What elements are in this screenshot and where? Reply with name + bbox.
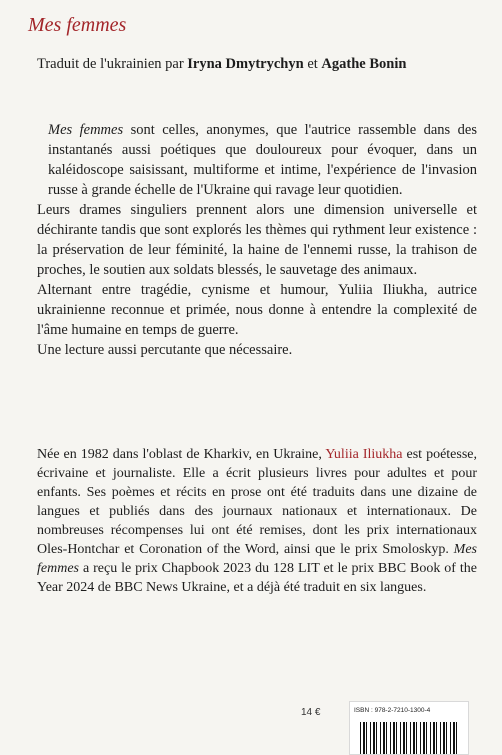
- bio-book-title: Mes femmes: [37, 542, 477, 576]
- author-bio-paragraph: [37, 445, 477, 597]
- pitch-paragraph-1-text: sont celles, anonymes, que l'autrice rassemble dans des instantanés aussi poétiques que douloureux pour évoquer, dans un kaléidoscope saisissant, multiforme et intime, l'expérience de l'invasion russe à grande échelle de l'Ukraine qui ravage leur quotidien.: [48, 122, 477, 198]
- bio-mid: est poétesse, écrivaine et journaliste. Elle a écrit plusieurs livres pour adultes et pour enfants. Ses poèmes et récits en prose ont été traduits dans une dizaine de langues et publiés dans des journaux nationaux et internationaux. De nombreuses récompenses lui ont été remises, dont les prix internationaux Oles-Hontchar et Coronation of the Word, ainsi que le prix Smoloskyp.: [37, 447, 478, 557]
- bio-tail: a reçu le prix Chapbook 2023 du 128 LIT et le prix BBC Book of the Year 2024 de BBC News Ukraine, et a déjà été traduit en six langues.: [37, 561, 477, 595]
- translator-credit: [37, 56, 406, 73]
- translator-name-2: Agathe Bonin: [321, 56, 407, 72]
- author-bio: [37, 445, 477, 597]
- pitch-book-title: Mes femmes: [48, 122, 124, 138]
- pitch-paragraph-2: Leurs drames singuliers prennent alors une dimension universelle et déchirante tandis que sont explorés les thèmes qui rythment leur existence : la préservation de leur féminité, la haine de l'ennemi russe, la trahison de proches, le soutien aux soldats blessés, le sauvetage des animaux.: [37, 202, 477, 278]
- isbn-barcode-box: [349, 701, 469, 755]
- translator-prefix: Traduit de l'ukrainien par: [37, 56, 188, 72]
- book-title: Mes femmes: [28, 14, 127, 36]
- bio-lead: Née en 1982 dans l'oblast de Kharkiv, en Ukraine,: [37, 447, 326, 462]
- pitch-paragraph-3: Alternant entre tragédie, cynisme et humour, Yuliia Iliukha, autrice ukrainienne reconnue et primée, nous donne à entendre la complexité de l'âme humaine en temps de guerre.: [37, 282, 477, 338]
- barcode-icon: [360, 722, 458, 754]
- translator-joiner: et: [303, 56, 322, 72]
- translator-name-1: Iryna Dmytrychyn: [187, 56, 304, 72]
- isbn-number: ISBN : 978-2-7210-1300-4: [354, 707, 431, 714]
- pitch-paragraph-4: Une lecture aussi percutante que nécessaire.: [37, 342, 293, 358]
- price-label: 14 €: [301, 707, 321, 718]
- author-name: Yuliia Iliukha: [325, 447, 403, 462]
- book-pitch: [37, 120, 477, 360]
- pitch-paragraph-1: [37, 120, 477, 200]
